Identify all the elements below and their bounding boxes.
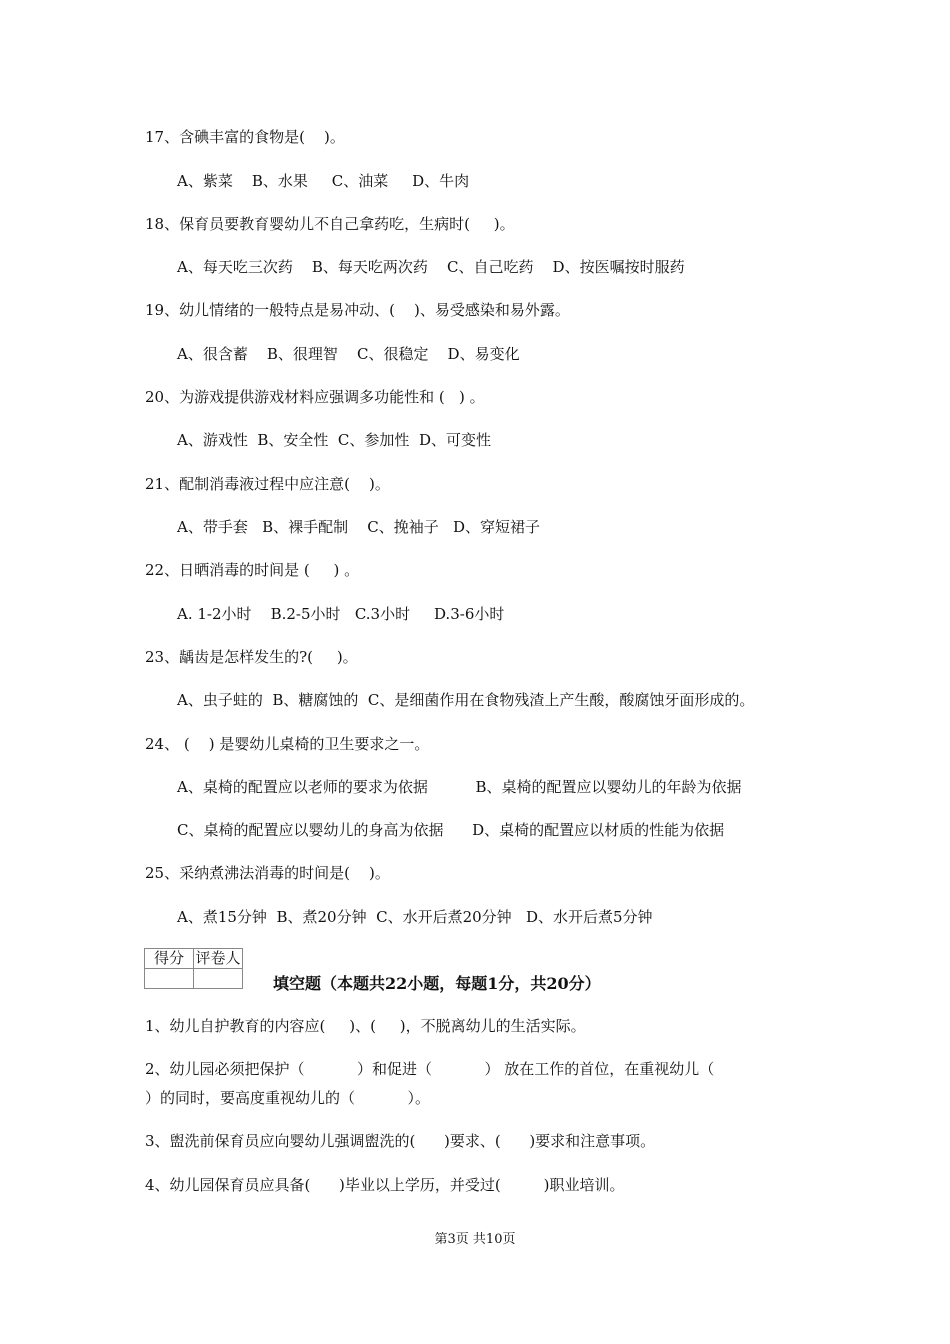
question-19-options: A、很含蓄 B、很理智 C、很稳定 D、易变化 [177, 345, 520, 363]
question-18: 18、保育员要教育婴幼儿不自己拿药吃，生病时( )。 [145, 215, 515, 233]
score-label: 得分 [145, 949, 194, 969]
question-23: 23、龋齿是怎样发生的?( )。 [145, 648, 358, 666]
question-24-options-cd: C、桌椅的配置应以婴幼儿的身高为依据 D、桌椅的配置应以材质的性能为依据 [177, 821, 725, 839]
page-footer: 第3页 共10页 [434, 1232, 516, 1247]
score-cell [145, 969, 194, 989]
question-20-options: A、游戏性 B、安全性 C、参加性 D、可变性 [177, 431, 491, 449]
question-22: 22、日晒消毒的时间是 ( ) 。 [145, 561, 360, 579]
fill-item-1: 1、幼儿自护教育的内容应( )、( )，不脱离幼儿的生活实际。 [145, 1017, 586, 1035]
question-24-options-ab: A、桌椅的配置应以老师的要求为依据 B、桌椅的配置应以婴幼儿的年龄为依据 [177, 778, 742, 796]
question-22-options: A. 1-2小时 B.2-5小时 C.3小时 D.3-6小时 [177, 605, 505, 623]
question-20: 20、为游戏提供游戏材料应强调多功能性和 ( ) 。 [145, 388, 485, 406]
question-23-options: A、虫子蛀的 B、糖腐蚀的 C、是细菌作用在食物残渣上产生酸，酸腐蚀牙面形成的。 [177, 691, 755, 709]
section-title: 填空题（本题共22小题，每题1分，共20分） [273, 974, 601, 993]
fill-item-4: 4、幼儿园保育员应具备( )毕业以上学历，并受过( )职业培训。 [145, 1176, 625, 1194]
question-19: 19、幼儿情绪的一般特点是易冲动、( )、易受感染和易外露。 [145, 301, 570, 319]
fill-item-3: 3、盥洗前保育员应向婴幼儿强调盥洗的( )要求、( )要求和注意事项。 [145, 1132, 656, 1150]
grader-label: 评卷人 [195, 949, 241, 967]
question-18-options: A、每天吃三次药 B、每天吃两次药 C、自己吃药 D、按医嘱按时服药 [177, 258, 685, 276]
question-24: 24、 ( ) 是婴幼儿桌椅的卫生要求之一。 [145, 735, 430, 753]
question-17: 17、含碘丰富的食物是( )。 [145, 128, 345, 146]
grader-cell [194, 969, 243, 989]
fill-item-2: 2、幼儿园必须把保护（ ）和促进（ ） 放在工作的首位，在重视幼儿（ [145, 1060, 715, 1078]
question-17-options: A、紫菜 B、水果 C、油菜 D、牛肉 [177, 172, 470, 190]
fill-item-2-cont: ）的同时，要高度重视幼儿的（ ）。 [145, 1089, 430, 1107]
question-21-options: A、带手套 B、裸手配制 C、挽袖子 D、穿短裙子 [177, 518, 541, 536]
question-21: 21、配制消毒液过程中应注意( )。 [145, 475, 390, 493]
question-25: 25、采纳煮沸法消毒的时间是( )。 [145, 864, 390, 882]
question-25-options: A、煮15分钟 B、煮20分钟 C、水开后煮20分钟 D、水开后煮5分钟 [177, 908, 653, 926]
score-table [144, 948, 243, 989]
